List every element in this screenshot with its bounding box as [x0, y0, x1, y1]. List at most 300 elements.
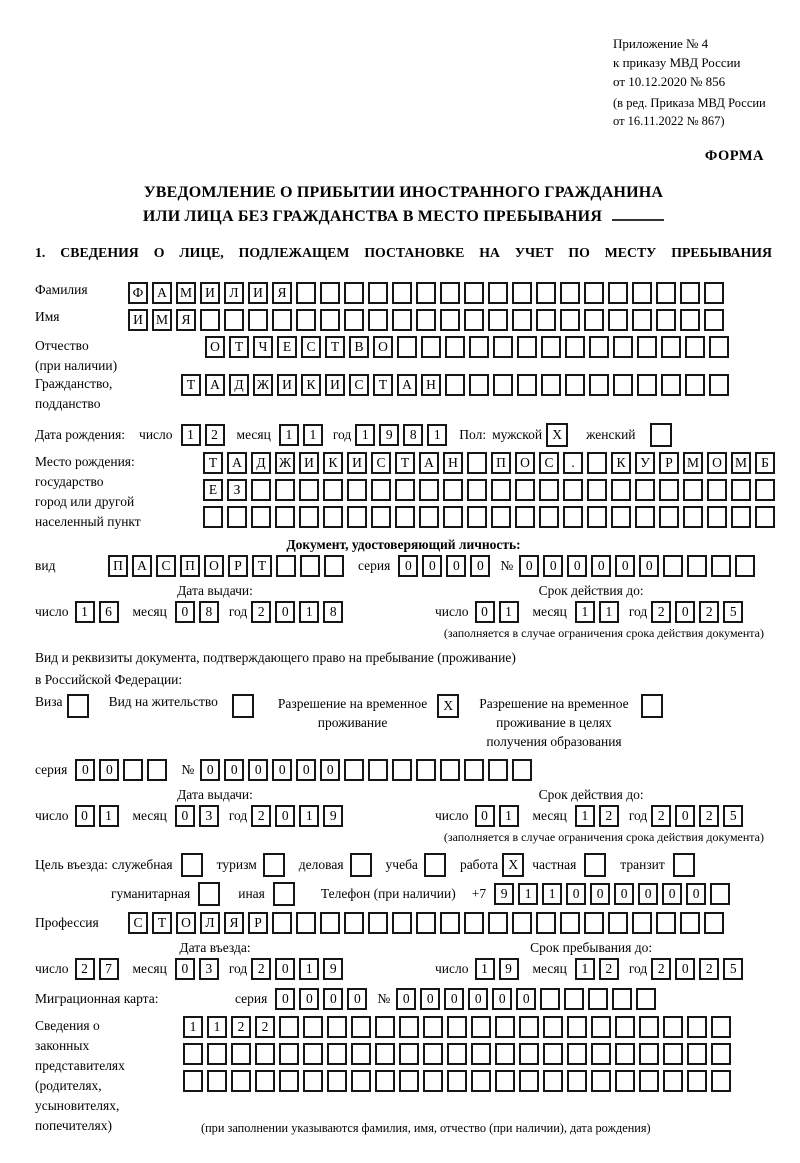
char-box[interactable]: С [539, 452, 559, 474]
char-box[interactable] [608, 309, 628, 331]
char-box[interactable]: 0 [590, 883, 610, 905]
char-box[interactable]: Н [421, 374, 441, 396]
char-box[interactable]: 0 [675, 601, 695, 623]
char-box[interactable] [255, 1043, 275, 1065]
char-box[interactable] [464, 282, 484, 304]
char-box[interactable]: 0 [475, 805, 495, 827]
char-box[interactable] [663, 1070, 683, 1092]
char-box[interactable] [296, 309, 316, 331]
char-box[interactable]: 9 [379, 424, 399, 446]
char-box[interactable] [447, 1070, 467, 1092]
char-box[interactable]: X [502, 853, 524, 877]
char-box[interactable] [635, 479, 655, 501]
char-box[interactable]: 0 [475, 601, 495, 623]
char-box[interactable] [416, 912, 436, 934]
char-box[interactable]: 0 [675, 805, 695, 827]
char-box[interactable] [560, 912, 580, 934]
issue-day-input[interactable] [75, 601, 123, 623]
char-box[interactable] [303, 1043, 323, 1065]
profession-input[interactable] [128, 912, 728, 934]
char-box[interactable] [275, 479, 295, 501]
char-box[interactable] [469, 336, 489, 358]
char-box[interactable]: И [325, 374, 345, 396]
char-box[interactable] [224, 309, 244, 331]
char-box[interactable]: И [200, 282, 220, 304]
char-box[interactable]: 0 [296, 759, 316, 781]
char-box[interactable]: 2 [251, 805, 271, 827]
char-box[interactable] [517, 336, 537, 358]
char-box[interactable] [300, 555, 320, 577]
char-box[interactable]: Е [277, 336, 297, 358]
char-box[interactable]: 1 [499, 601, 519, 623]
char-box[interactable] [443, 506, 463, 528]
char-box[interactable] [471, 1016, 491, 1038]
char-box[interactable]: 1 [575, 601, 595, 623]
char-box[interactable]: Ж [275, 452, 295, 474]
char-box[interactable] [663, 1016, 683, 1038]
char-box[interactable]: 2 [599, 958, 619, 980]
char-box[interactable] [375, 1043, 395, 1065]
char-box[interactable] [636, 988, 656, 1010]
char-box[interactable]: И [299, 452, 319, 474]
res-valid-year-input[interactable] [651, 805, 747, 827]
char-box[interactable] [368, 759, 388, 781]
char-box[interactable]: 0 [446, 555, 466, 577]
char-box[interactable] [488, 912, 508, 934]
char-box[interactable] [416, 309, 436, 331]
char-box[interactable]: Т [181, 374, 201, 396]
char-box[interactable] [591, 1016, 611, 1038]
purpose-humanitarian-checkbox[interactable] [198, 882, 224, 906]
char-box[interactable]: 1 [299, 601, 319, 623]
char-box[interactable]: Т [325, 336, 345, 358]
char-box[interactable]: 1 [75, 601, 95, 623]
char-box[interactable]: 1 [575, 805, 595, 827]
char-box[interactable] [731, 506, 751, 528]
char-box[interactable]: Б [755, 452, 775, 474]
char-box[interactable] [563, 506, 583, 528]
patronymic-input[interactable] [205, 336, 733, 358]
char-box[interactable] [232, 694, 254, 718]
char-box[interactable] [541, 336, 561, 358]
char-box[interactable]: А [397, 374, 417, 396]
entry-day-input[interactable] [75, 958, 123, 980]
char-box[interactable] [637, 374, 657, 396]
char-box[interactable] [687, 555, 707, 577]
char-box[interactable] [272, 912, 292, 934]
char-box[interactable] [371, 479, 391, 501]
char-box[interactable] [704, 309, 724, 331]
char-box[interactable] [541, 374, 561, 396]
char-box[interactable]: Ф [128, 282, 148, 304]
char-box[interactable]: 0 [248, 759, 268, 781]
char-box[interactable] [685, 336, 705, 358]
char-box[interactable]: Т [395, 452, 415, 474]
char-box[interactable] [659, 479, 679, 501]
char-box[interactable] [711, 1070, 731, 1092]
char-box[interactable] [639, 1043, 659, 1065]
char-box[interactable] [344, 912, 364, 934]
char-box[interactable]: 0 [675, 958, 695, 980]
char-box[interactable]: 1 [299, 805, 319, 827]
char-box[interactable] [519, 1043, 539, 1065]
char-box[interactable] [323, 479, 343, 501]
char-box[interactable]: X [437, 694, 459, 718]
char-box[interactable]: А [205, 374, 225, 396]
char-box[interactable] [272, 309, 292, 331]
char-box[interactable] [656, 282, 676, 304]
char-box[interactable] [735, 555, 755, 577]
char-box[interactable] [755, 506, 775, 528]
char-box[interactable]: X [546, 423, 568, 447]
char-box[interactable] [443, 479, 463, 501]
char-box[interactable] [710, 883, 730, 905]
char-box[interactable]: О [373, 336, 393, 358]
char-box[interactable]: О [205, 336, 225, 358]
char-box[interactable] [251, 506, 271, 528]
char-box[interactable] [207, 1070, 227, 1092]
char-box[interactable]: Л [224, 282, 244, 304]
char-box[interactable] [543, 1043, 563, 1065]
char-box[interactable]: 2 [699, 958, 719, 980]
char-box[interactable] [588, 988, 608, 1010]
char-box[interactable]: 9 [323, 958, 343, 980]
char-box[interactable]: Д [229, 374, 249, 396]
purpose-business-checkbox[interactable] [350, 853, 376, 877]
residence-number-input[interactable] [200, 759, 536, 781]
char-box[interactable]: А [227, 452, 247, 474]
char-box[interactable] [392, 912, 412, 934]
char-box[interactable] [707, 479, 727, 501]
char-box[interactable] [711, 555, 731, 577]
res-issue-year-input[interactable] [251, 805, 347, 827]
char-box[interactable] [536, 282, 556, 304]
char-box[interactable]: 0 [567, 555, 587, 577]
valid-month-input[interactable] [575, 601, 623, 623]
char-box[interactable]: 8 [323, 601, 343, 623]
residence-series-input[interactable] [75, 759, 171, 781]
purpose-private-checkbox[interactable] [584, 853, 610, 877]
char-box[interactable] [615, 1016, 635, 1038]
char-box[interactable]: 9 [494, 883, 514, 905]
char-box[interactable]: 9 [323, 805, 343, 827]
char-box[interactable]: 0 [614, 883, 634, 905]
char-box[interactable] [392, 282, 412, 304]
char-box[interactable]: 2 [599, 805, 619, 827]
char-box[interactable] [467, 506, 487, 528]
purpose-tourism-checkbox[interactable] [263, 853, 289, 877]
char-box[interactable]: М [731, 452, 751, 474]
char-box[interactable] [299, 506, 319, 528]
char-box[interactable]: Т [203, 452, 223, 474]
char-box[interactable] [231, 1043, 251, 1065]
char-box[interactable] [368, 912, 388, 934]
char-box[interactable]: П [108, 555, 128, 577]
doc-type-input[interactable] [108, 555, 348, 577]
char-box[interactable] [320, 282, 340, 304]
purpose-transit-checkbox[interactable] [673, 853, 699, 877]
char-box[interactable] [567, 1016, 587, 1038]
char-box[interactable] [471, 1043, 491, 1065]
entry-month-input[interactable] [175, 958, 223, 980]
char-box[interactable]: Ч [253, 336, 273, 358]
char-box[interactable] [445, 336, 465, 358]
char-box[interactable]: Я [224, 912, 244, 934]
char-box[interactable]: 0 [686, 883, 706, 905]
char-box[interactable] [512, 759, 532, 781]
char-box[interactable]: 1 [355, 424, 375, 446]
char-box[interactable] [656, 912, 676, 934]
char-box[interactable] [635, 506, 655, 528]
char-box[interactable] [419, 479, 439, 501]
char-box[interactable] [512, 912, 532, 934]
phone-input[interactable] [494, 883, 734, 905]
char-box[interactable] [515, 506, 535, 528]
char-box[interactable] [440, 309, 460, 331]
char-box[interactable]: Я [272, 282, 292, 304]
char-box[interactable]: 1 [427, 424, 447, 446]
char-box[interactable]: 0 [99, 759, 119, 781]
char-box[interactable]: И [128, 309, 148, 331]
char-box[interactable] [347, 506, 367, 528]
char-box[interactable] [680, 282, 700, 304]
migration-number-input[interactable] [396, 988, 660, 1010]
residence-permit-checkbox[interactable] [232, 694, 258, 718]
valid-day-input[interactable] [475, 601, 523, 623]
char-box[interactable] [615, 1043, 635, 1065]
char-box[interactable]: 0 [398, 555, 418, 577]
char-box[interactable]: 0 [275, 988, 295, 1010]
char-box[interactable]: А [152, 282, 172, 304]
representatives-input-row-2[interactable] [183, 1043, 735, 1065]
char-box[interactable]: О [515, 452, 535, 474]
char-box[interactable] [608, 912, 628, 934]
char-box[interactable]: 2 [651, 805, 671, 827]
char-box[interactable] [445, 374, 465, 396]
char-box[interactable]: 9 [499, 958, 519, 980]
char-box[interactable] [515, 479, 535, 501]
char-box[interactable] [495, 1070, 515, 1092]
char-box[interactable]: 2 [205, 424, 225, 446]
char-box[interactable] [584, 309, 604, 331]
char-box[interactable]: П [491, 452, 511, 474]
char-box[interactable] [661, 336, 681, 358]
char-box[interactable] [423, 1016, 443, 1038]
char-box[interactable]: 1 [575, 958, 595, 980]
char-box[interactable] [183, 1070, 203, 1092]
char-box[interactable] [613, 374, 633, 396]
char-box[interactable] [327, 1043, 347, 1065]
char-box[interactable] [540, 988, 560, 1010]
char-box[interactable] [587, 452, 607, 474]
char-box[interactable] [512, 282, 532, 304]
char-box[interactable]: 0 [200, 759, 220, 781]
purpose-work-checkbox[interactable] [502, 853, 528, 877]
char-box[interactable] [123, 759, 143, 781]
char-box[interactable] [399, 1070, 419, 1092]
char-box[interactable]: 0 [470, 555, 490, 577]
char-box[interactable]: М [176, 282, 196, 304]
char-box[interactable]: 2 [251, 601, 271, 623]
char-box[interactable] [392, 309, 412, 331]
char-box[interactable]: 0 [492, 988, 512, 1010]
char-box[interactable]: 5 [723, 601, 743, 623]
char-box[interactable] [200, 309, 220, 331]
char-box[interactable] [440, 912, 460, 934]
char-box[interactable] [639, 1016, 659, 1038]
char-box[interactable] [469, 374, 489, 396]
char-box[interactable]: С [349, 374, 369, 396]
char-box[interactable] [440, 759, 460, 781]
char-box[interactable]: О [204, 555, 224, 577]
char-box[interactable] [327, 1070, 347, 1092]
char-box[interactable] [687, 1016, 707, 1038]
char-box[interactable] [704, 912, 724, 934]
char-box[interactable]: 1 [279, 424, 299, 446]
char-box[interactable] [464, 912, 484, 934]
char-box[interactable] [303, 1070, 323, 1092]
char-box[interactable] [495, 1043, 515, 1065]
char-box[interactable]: 0 [396, 988, 416, 1010]
issue-year-input[interactable] [251, 601, 347, 623]
char-box[interactable] [632, 282, 652, 304]
char-box[interactable]: В [349, 336, 369, 358]
char-box[interactable] [656, 309, 676, 331]
char-box[interactable] [536, 309, 556, 331]
char-box[interactable] [440, 282, 460, 304]
char-box[interactable]: Л [200, 912, 220, 934]
char-box[interactable] [296, 912, 316, 934]
char-box[interactable] [632, 309, 652, 331]
char-box[interactable]: 0 [275, 805, 295, 827]
char-box[interactable] [147, 759, 167, 781]
char-box[interactable]: 0 [639, 555, 659, 577]
char-box[interactable] [683, 506, 703, 528]
char-box[interactable] [320, 309, 340, 331]
migration-series-input[interactable] [275, 988, 371, 1010]
char-box[interactable] [397, 336, 417, 358]
char-box[interactable]: К [301, 374, 321, 396]
char-box[interactable] [663, 555, 683, 577]
char-box[interactable] [589, 336, 609, 358]
char-box[interactable] [584, 853, 606, 877]
res-issue-day-input[interactable] [75, 805, 123, 827]
char-box[interactable] [584, 912, 604, 934]
char-box[interactable] [608, 282, 628, 304]
char-box[interactable] [539, 479, 559, 501]
stay-year-input[interactable] [651, 958, 747, 980]
char-box[interactable] [375, 1016, 395, 1038]
char-box[interactable] [183, 1043, 203, 1065]
char-box[interactable] [351, 1016, 371, 1038]
edu-residence-checkbox[interactable] [641, 694, 667, 718]
char-box[interactable] [639, 1070, 659, 1092]
char-box[interactable]: 2 [651, 958, 671, 980]
char-box[interactable] [276, 555, 296, 577]
char-box[interactable] [395, 479, 415, 501]
char-box[interactable]: О [176, 912, 196, 934]
char-box[interactable] [704, 282, 724, 304]
char-box[interactable]: 0 [638, 883, 658, 905]
char-box[interactable] [539, 506, 559, 528]
entry-year-input[interactable] [251, 958, 347, 980]
char-box[interactable]: Я [176, 309, 196, 331]
citizenship-input[interactable] [181, 374, 733, 396]
char-box[interactable] [589, 374, 609, 396]
char-box[interactable] [519, 1070, 539, 1092]
char-box[interactable] [344, 759, 364, 781]
char-box[interactable] [488, 309, 508, 331]
char-box[interactable] [181, 853, 203, 877]
char-box[interactable]: Р [248, 912, 268, 934]
char-box[interactable] [399, 1016, 419, 1038]
char-box[interactable] [416, 759, 436, 781]
sex-male-checkbox[interactable] [546, 423, 572, 447]
char-box[interactable]: М [152, 309, 172, 331]
char-box[interactable]: Е [203, 479, 223, 501]
char-box[interactable]: 2 [255, 1016, 275, 1038]
char-box[interactable]: 0 [275, 958, 295, 980]
valid-year-input[interactable] [651, 601, 747, 623]
char-box[interactable] [673, 853, 695, 877]
char-box[interactable]: 1 [599, 601, 619, 623]
char-box[interactable] [663, 1043, 683, 1065]
char-box[interactable] [711, 1016, 731, 1038]
char-box[interactable]: 0 [615, 555, 635, 577]
char-box[interactable]: З [227, 479, 247, 501]
char-box[interactable]: 1 [303, 424, 323, 446]
char-box[interactable] [395, 506, 415, 528]
birth-month-input[interactable] [279, 424, 327, 446]
char-box[interactable]: 0 [75, 759, 95, 781]
representatives-input-row-3[interactable] [183, 1070, 735, 1092]
char-box[interactable]: И [347, 452, 367, 474]
char-box[interactable] [471, 1070, 491, 1092]
purpose-study-checkbox[interactable] [424, 853, 450, 877]
char-box[interactable] [423, 1043, 443, 1065]
char-box[interactable] [543, 1016, 563, 1038]
char-box[interactable]: 2 [699, 601, 719, 623]
char-box[interactable]: 1 [183, 1016, 203, 1038]
char-box[interactable]: Ж [253, 374, 273, 396]
char-box[interactable]: 0 [323, 988, 343, 1010]
char-box[interactable] [299, 479, 319, 501]
char-box[interactable] [564, 988, 584, 1010]
char-box[interactable]: С [128, 912, 148, 934]
char-box[interactable] [491, 506, 511, 528]
char-box[interactable] [495, 1016, 515, 1038]
char-box[interactable] [613, 336, 633, 358]
char-box[interactable]: 2 [651, 601, 671, 623]
char-box[interactable] [207, 1043, 227, 1065]
char-box[interactable] [263, 853, 285, 877]
res-issue-month-input[interactable] [175, 805, 223, 827]
char-box[interactable]: 1 [181, 424, 201, 446]
char-box[interactable] [560, 282, 580, 304]
char-box[interactable] [347, 479, 367, 501]
char-box[interactable]: Т [252, 555, 272, 577]
char-box[interactable]: 1 [299, 958, 319, 980]
birth-place-input-row-2[interactable] [203, 479, 779, 501]
char-box[interactable] [255, 1070, 275, 1092]
char-box[interactable] [344, 282, 364, 304]
sex-female-checkbox[interactable] [650, 423, 676, 447]
char-box[interactable] [467, 452, 487, 474]
char-box[interactable] [565, 336, 585, 358]
char-box[interactable]: 1 [499, 805, 519, 827]
doc-series-input[interactable] [398, 555, 494, 577]
char-box[interactable]: 7 [99, 958, 119, 980]
